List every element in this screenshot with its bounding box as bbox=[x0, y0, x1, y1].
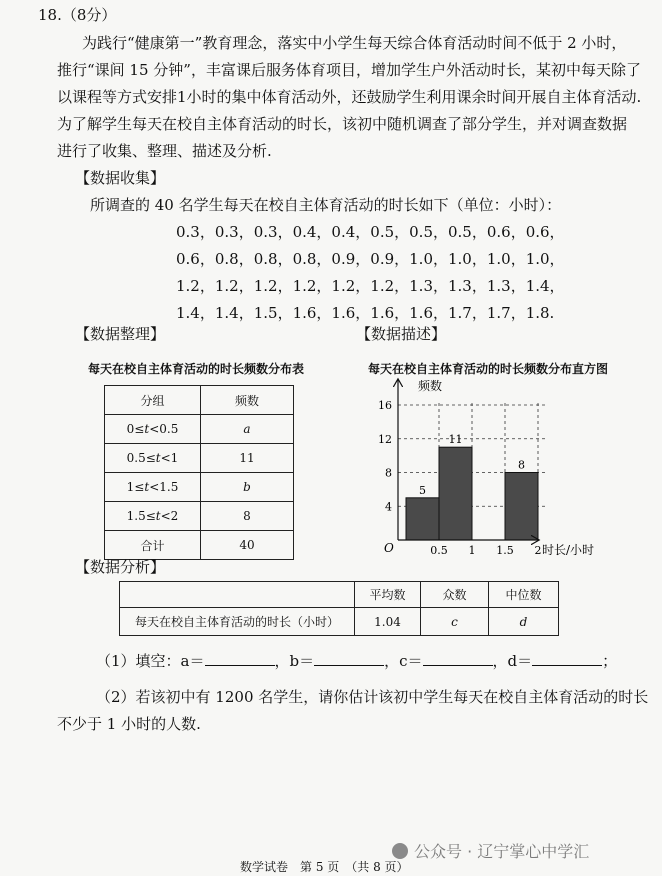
col-group-header: 分组 bbox=[105, 386, 201, 415]
analysis-table bbox=[119, 581, 559, 636]
analysis-row-label: 每天在校自主体育活动的时长（小时） bbox=[120, 608, 355, 636]
histogram-chart bbox=[360, 372, 620, 562]
collection-heading: 【数据收集】 bbox=[75, 169, 166, 187]
q1-d-label: ，d＝ bbox=[492, 652, 533, 670]
histogram-bar bbox=[439, 447, 472, 540]
q1-end: ； bbox=[602, 652, 618, 670]
analysis-empty-header bbox=[120, 582, 355, 608]
bar-value-label: 11 bbox=[448, 433, 463, 447]
bar-value-label: 5 bbox=[419, 483, 426, 497]
question-points: （8分） bbox=[61, 6, 117, 24]
data-row-3: 1.2，1.2，1.2，1.2，1.2，1.2，1.3，1.3，1.3，1.4， bbox=[176, 277, 565, 295]
intro-line-2: 推行“课间 15 分钟”，丰富课后服务体育项目，增加学生户外活动时长，某初中每天除了 bbox=[57, 61, 641, 79]
x-tick-label: 0.5 bbox=[430, 544, 448, 557]
histogram-title: 每天在校自主体育活动的时长频数分布直方图 bbox=[368, 362, 609, 376]
q1-b-label: ，b＝ bbox=[274, 652, 315, 670]
mode-header: 众数 bbox=[421, 582, 489, 608]
group-cell: 0≤t<0.5 bbox=[105, 415, 201, 444]
table-row bbox=[105, 415, 294, 444]
group-cell: 1≤t<1.5 bbox=[105, 473, 201, 502]
data-row-4: 1.4，1.4，1.5，1.6，1.6，1.6，1.6，1.7，1.7，1.8. bbox=[176, 304, 555, 322]
freq-cell: 40 bbox=[201, 531, 294, 560]
description-heading: 【数据描述】 bbox=[356, 325, 447, 343]
group-cell: 1.5≤t<2 bbox=[105, 502, 201, 531]
answer-blank-c[interactable] bbox=[423, 651, 493, 666]
question-2-line-1: （2）若该初中有 1200 名学生，请你估计该初中学生每天在校自主体育活动的时长 bbox=[96, 688, 649, 706]
table-row bbox=[105, 531, 294, 560]
data-row-1: 0.3，0.3，0.3，0.4，0.4，0.5，0.5，0.5，0.6，0.6， bbox=[176, 223, 565, 241]
question-number: 18. bbox=[38, 6, 62, 24]
x-axis-label: 时长/小时 bbox=[542, 543, 595, 557]
question-2-line-2: 不少于 1 小时的人数. bbox=[57, 715, 201, 733]
table-row bbox=[105, 502, 294, 531]
freq-cell: a bbox=[201, 415, 294, 444]
analysis-value-row bbox=[120, 608, 559, 636]
y-tick-label: 8 bbox=[385, 466, 392, 480]
mode-value: c bbox=[421, 608, 489, 636]
histogram-bar bbox=[406, 498, 439, 540]
group-cell: 0.5≤t<1 bbox=[105, 444, 201, 473]
table-row bbox=[105, 444, 294, 473]
analysis-header-row bbox=[120, 582, 559, 608]
page-footer: 数学试卷 第 5 页 （共 8 页） bbox=[240, 860, 409, 874]
y-tick-label: 16 bbox=[378, 399, 392, 412]
q1-a-label: a＝ bbox=[180, 652, 205, 670]
watermark-text: 公众号 · 辽宁掌心中学汇 bbox=[414, 842, 590, 861]
x-tick-label: 1 bbox=[468, 544, 476, 557]
y-tick-label: 12 bbox=[378, 432, 392, 446]
analysis-heading: 【数据分析】 bbox=[75, 558, 166, 576]
freq-cell: 11 bbox=[201, 444, 294, 473]
y-axis-label: 频数 bbox=[418, 379, 443, 393]
watermark bbox=[392, 839, 589, 862]
x-tick-label: 1.5 bbox=[496, 544, 514, 557]
group-cell: 合计 bbox=[105, 531, 201, 560]
wechat-icon bbox=[392, 843, 408, 859]
freq-cell: 8 bbox=[201, 502, 294, 531]
data-row-2: 0.6，0.8，0.8，0.8，0.9，0.9，1.0，1.0，1.0，1.0， bbox=[176, 250, 565, 268]
frequency-table bbox=[104, 385, 294, 560]
table-header-row bbox=[105, 386, 294, 415]
collection-desc: 所调查的 40 名学生每天在校自主体育活动的时长如下（单位：小时）： bbox=[90, 196, 562, 214]
table-row bbox=[105, 473, 294, 502]
q1-prefix: （1）填空： bbox=[96, 652, 181, 670]
intro-line-3: 以课程等方式安排1小时的集中体育活动外，还鼓励学生利用课余时间开展自主体育活动. bbox=[57, 88, 642, 106]
median-value: d bbox=[489, 608, 559, 636]
mean-value: 1.04 bbox=[355, 608, 421, 636]
histogram-bar bbox=[505, 473, 538, 541]
intro-line-4: 为了解学生每天在校自主体育活动的时长，该初中随机调查了部分学生，并对调查数据 bbox=[57, 115, 628, 133]
bar-value-label: 8 bbox=[518, 458, 525, 472]
freq-cell: b bbox=[201, 473, 294, 502]
answer-blank-a[interactable] bbox=[205, 651, 275, 666]
answer-blank-b[interactable] bbox=[314, 651, 384, 666]
origin-label: O bbox=[384, 541, 394, 555]
organization-heading: 【数据整理】 bbox=[75, 325, 166, 343]
question-number-line bbox=[38, 5, 116, 25]
freq-table-title: 每天在校自主体育活动的时长频数分布表 bbox=[88, 362, 305, 376]
question-1 bbox=[96, 651, 617, 671]
y-tick-label: 4 bbox=[385, 500, 392, 514]
col-freq-header: 频数 bbox=[201, 386, 294, 415]
intro-line-5: 进行了收集、整理、描述及分析. bbox=[57, 142, 272, 160]
median-header: 中位数 bbox=[489, 582, 559, 608]
answer-blank-d[interactable] bbox=[532, 651, 602, 666]
mean-header: 平均数 bbox=[355, 582, 421, 608]
intro-line-1: 为践行“健康第一”教育理念，落实中小学生每天综合体育活动时间不低于 2 小时， bbox=[82, 34, 627, 52]
x-tick-label: 2 bbox=[534, 544, 542, 557]
q1-c-label: ，c＝ bbox=[384, 652, 423, 670]
